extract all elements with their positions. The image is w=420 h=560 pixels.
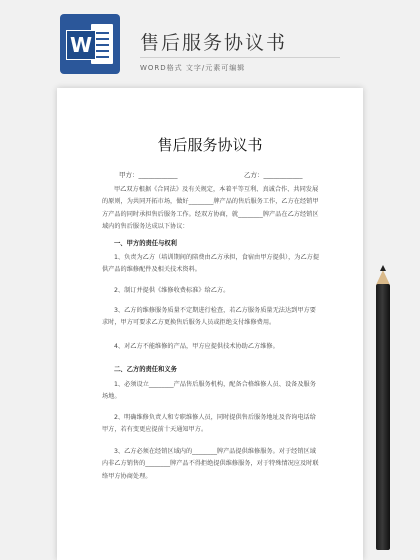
clause-b1: 1、必须设立________产品售后服务机构，配备合格维修人员、设备及服务场地。: [102, 381, 316, 401]
pencil-icon: [376, 284, 390, 550]
word-letter-icon: W: [66, 30, 96, 60]
clause-b2: 2、明确维修负责人和专职维修人员，同时提供售后服务地址及咨询电话给甲方，若有变更应提前十天通知甲方。: [102, 414, 316, 434]
clause-a4: 4、对乙方不能维修的产品，甲方应提供技术协助乙方维修。: [114, 343, 279, 350]
clause-a2: 2、制订并提供《维修收费标准》给乙方。: [114, 287, 230, 294]
pencil-lead-icon: [380, 265, 386, 271]
pencil-tip-icon: [376, 270, 390, 285]
clause-a1: 1、负责为乙方（培训期间的陪费由乙方承担，食宿由甲方提供），为乙方提供产品的维修配件及相关技术资料。: [102, 254, 320, 274]
document-page: [57, 88, 363, 560]
page-subtitle: WORD格式 文字/元素可编辑: [140, 64, 246, 72]
clause-a3: 3、乙方的维修服务质量不定期进行检查，若乙方服务质量无法达到甲方要求时，甲方可要求乙方更换售后服务人员或拒绝支付维修费用。: [102, 307, 316, 327]
page-title: 售后服务协议书: [140, 32, 288, 54]
intro-paragraph: 甲乙双方根据《合同法》及有关规定，本着平等互利、真诚合作、共同发展的原则，为共同开拓市场，做好________牌产品的售后服务工作，乙方在经销甲方产品的同时承担售后服务工作。经双方协商，就________牌产品在乙方经销区域内的售后服务达成以下协议：: [102, 186, 319, 231]
party-b-field: 乙方：____________: [244, 171, 303, 179]
section-heading-party-a: 一、甲方的责任与权利: [114, 240, 177, 247]
document-title: 售后服务协议书: [157, 136, 263, 154]
word-app-icon: [60, 14, 120, 74]
section-heading-party-b: 二、乙方的责任和义务: [114, 366, 177, 373]
clause-b3: 3、乙方必须在经销区域内的________牌产品提供维修服务。对于经销区域内非乙方销售的________牌产品不得拒绝提供维修服务，对于特殊情况应及时联络甲方协商处理。: [102, 448, 319, 480]
header-divider: [140, 57, 340, 58]
party-a-field: 甲方：____________: [119, 171, 178, 179]
